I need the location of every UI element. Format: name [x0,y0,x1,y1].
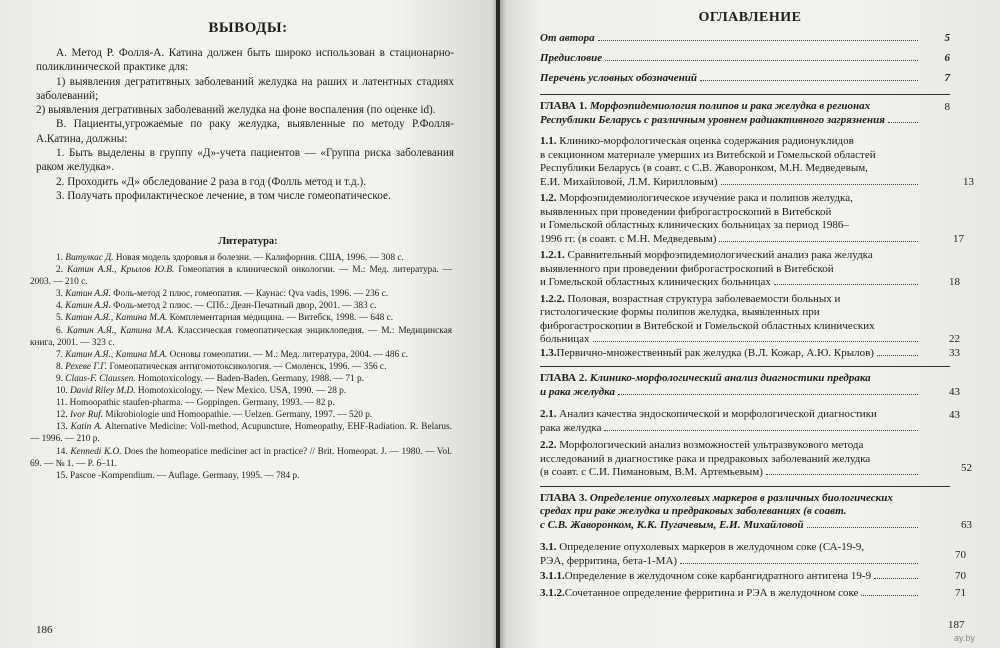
leader-dots [700,80,918,81]
page-number-right: 187 [948,619,965,631]
chapter-title: Определение опухолевых маркеров в различных биологических [587,491,893,504]
conclusion-paragraph: 2. Проходить «Д» обследование 2 раза в год (Фолль метод и т.д.). [56,175,367,188]
chapter-number: ГЛАВА 2. [540,372,588,384]
section-number: 1.1. [540,135,557,147]
section-number: 1.3. [540,346,557,359]
chapter-number: ГЛАВА 3. [540,491,588,504]
toc-page-number: 43 [949,408,960,421]
section-title: гистологические формы полипов желудка, выявленных при [540,306,820,318]
section-title: Половая, возрастная структура заболеваемости больных и [564,292,841,305]
toc-section-1-2-1[interactable] [540,249,960,290]
toc-page-number: 43 [949,385,960,398]
watermark: ay.by [954,633,975,643]
literature-number: 3. [56,289,66,300]
toc-entry-label: Перечень условных обозначений [540,72,697,84]
literature-author: Ivor Ruf. [69,410,104,421]
leader-dots [618,394,918,395]
toc-chapter-1[interactable] [540,100,950,127]
literature-author: Катин А.Я. [65,289,111,300]
section-title: Сравнительный морфоэпидемиологический анализ рака желудка [564,249,873,261]
section-title: в секционном материале умерших из Витебской и Гомельской областей [540,148,876,161]
toc-section-1-3[interactable] [540,346,960,361]
toc-page-number: 22 [949,333,960,345]
leader-dots [605,60,918,61]
section-title: фиброгастроскопии в Витебской и Гомельской областных клинических [540,319,875,332]
literature-text: Классическая гомеопатическая энциклопедия. — М.: Медицинская книга, 2001. — 323 с. [30,325,452,348]
literature-number: 12. [56,410,70,421]
literature-number: 10. [56,386,70,397]
literature-author: Катин А.Я. [65,301,111,312]
literature-number: 14. [56,446,71,457]
section-title: исследований в диагностике рака и предраковых заболеваний желудка [540,452,871,465]
literature-author: Витулкас Д. [65,253,114,263]
literature-item [30,312,452,324]
literature-item [30,421,452,445]
section-title: Клинико-морфологическая оценка содержания радионуклидов [556,135,854,147]
literature-number: 13. [56,422,71,433]
literature-author: Claus-F. Claussen. [65,373,136,384]
toc-page-number: 71 [955,586,966,599]
toc-section-1-2-2[interactable] [540,292,960,347]
section-title: Определение в желудочном соке карбангидратного антигена 19-9 [564,570,872,582]
literature-text: Homoopathic staufen-pharma. — Goppingen. Germany, 1993. — 82 p. [69,398,335,409]
literature-title: Литература: [218,236,278,247]
conclusion-paragraph: 3. Получать профилактическое лечение, в том числе гомеопатическое. [56,189,391,202]
literature-number: 5. [56,313,66,324]
conclusion-paragraph: 1. Быть выделены в группу «Д»-учета пациентов — «Группа риска заболевания раком желудка». [36,147,454,174]
leader-dots [719,241,918,242]
chapter-title: и рака желудка [540,385,615,398]
section-number: 3.1.1. [540,570,565,582]
conclusions-text [36,46,454,203]
section-title: рака желудка [540,421,602,434]
leader-dots [721,184,919,185]
leader-dots [604,430,918,431]
leader-dots [877,355,918,356]
literature-text: Homotoxicology. — Baden-Baden. Germany, 1988. — 71 p. [135,373,364,384]
literature-text: Гомеопатия в клинической онкологии. — М.: Мед. литература. — 2003. — 210 с. [30,265,452,288]
page-number-left: 186 [36,624,53,636]
section-number: 2.2. [540,439,557,451]
leader-dots [774,284,918,285]
chapter-title: с С.В. Жаворонком, К.К. Пугачевым, Е.И. Михайловой [540,518,804,531]
literature-text: Mikrobiologie und Homoopathie. — Uelzen. Germany, 1997. — 520 p. [103,410,373,421]
toc-section-3-1-1[interactable] [540,570,966,584]
section-title: (в соавт. с С.И. Пимановым, В.М. Артемьевым) [540,466,763,478]
section-title: Морфологический анализ возможностей ультразвукового метода [556,439,864,451]
section-number: 1.2. [540,192,557,204]
leader-dots [807,527,918,528]
toc-title: ОГЛАВЛЕНИЕ [698,10,802,25]
section-number: 1.2.2. [540,292,565,305]
leader-dots [593,341,919,342]
literature-number: 11. [56,398,70,409]
section-title: и Гомельской областных клинических больницах [540,276,771,288]
literature-text: Гомеопатическая антигомотоксикология. — Смоленск, 1996. — 356 с. [107,361,387,372]
toc-entry-label: Предисловие [540,52,603,64]
toc-page-number: 52 [961,462,972,474]
chapter-number: ГЛАВА 1. [540,100,588,112]
literature-item [30,252,452,264]
literature-text: Основы гомеопатии. — М.: Мед. литература, 2004. — 486 с. [167,349,408,360]
toc-page-number: 70 [955,570,966,582]
leader-dots [598,40,918,41]
literature-text: Homotoxicology. — New Mexico. USA, 1990. — 28 p. [135,386,347,397]
section-title: Анализ качества эндоскопической и морфологической диагностики [556,408,877,420]
chapter-title: Республики Беларусь с различным уровнем радиактивного загрязнения [540,113,885,126]
literature-text: Does the homeopatice mediciner act in practice? // Brit. Homeopat. J. — 1980. — Vol. 69. — № 1. — P. 6–11. [30,446,452,469]
conclusion-paragraph: 1) выявления дегратитвных заболеваний желудка на раших и латентных стадиях заболеваний; [36,75,454,102]
toc-section-1-1[interactable] [540,135,974,189]
conclusion-paragraph: В. Пациенты,угрожаемые по раку желудка, выявленные по методу Р.Фолля-А.Катина, должны: [36,118,454,145]
toc-section-3-1[interactable] [540,541,966,568]
section-title: Морфоэпидемиологическое изучение рака и полипов желудка, [556,192,853,204]
toc-page-number: 7 [944,72,950,84]
toc-section-2-2[interactable] [540,439,972,480]
section-title: Сочетанное определение ферритина и РЭА в желудочном соке [564,586,859,599]
literature-item [30,385,452,397]
section-title: выявленного при проведении фиброгастроскопий в Витебской [540,262,834,275]
toc-entry-from-author[interactable] [540,28,950,48]
toc-page-number: 33 [949,346,960,359]
toc-section-1-2[interactable] [540,192,964,246]
leader-dots [766,474,918,475]
literature-author: David Riley M.D. [69,386,136,397]
literature-number: 4. [56,301,66,312]
literature-item [30,409,452,421]
toc-entry-abbreviations[interactable] [540,68,950,88]
leader-dots [888,122,918,123]
section-title: 1996 гг. (в соавт. с М.Н. Медведевым) [540,232,717,245]
leader-dots [680,563,918,564]
leader-dots [874,578,918,579]
section-title: больницах [540,333,590,345]
literature-number: 2. [56,265,67,276]
literature-item [30,349,452,361]
section-divider [540,366,950,367]
toc-chapter-3[interactable] [540,491,972,533]
literature-author: Kennedi K.O. [70,446,122,457]
literature-item [30,325,452,349]
section-divider [540,94,950,95]
toc-entry-label: От автора [540,32,595,44]
section-number: 3.1. [540,541,557,553]
section-title: Республики Беларусь (в соавт. с С.В. Жаворонком, М.Н. Медведевым, [540,162,868,174]
section-title: РЭА, ферритина, бета-1-МА) [540,554,678,567]
literature-number: 8. [56,361,66,372]
toc-page-number: 5 [944,32,950,44]
literature-item [30,288,452,300]
literature-item [30,373,452,385]
toc-section-2-1[interactable] [540,408,960,435]
toc-page-number: 18 [949,276,960,288]
toc-chapter-2[interactable] [540,372,960,399]
literature-text: Alternative Medicine: Voll-method, Acupuncture, Homeopathy, EHF-Radiation. R. Belarus. — 1996. — 210 p. [30,422,452,445]
literature-number: 7. [56,349,66,360]
literature-item [30,397,452,409]
literature-number: 9. [56,373,66,384]
toc-page-number: 63 [961,518,972,531]
conclusion-paragraph: А. Метод Р. Фолля-А. Катина должен быть широко использован в стационарно-поликлинической практике для: [36,47,454,74]
literature-text: Фоль-метод 2 плюс. — СПб.: Деан-Печатный двор, 2001. — 383 с. [110,301,377,312]
section-title: Е.И. Михайловой, Л.М. Кирилловым) [540,175,718,188]
section-title: Первично-множественный рак желудка (В.Л. Кожар, А.Ю. Крылов) [556,346,874,359]
literature-item [30,300,452,312]
literature-item [30,264,452,288]
literature-number: 6. [56,325,67,336]
table-of-contents [540,28,974,600]
literature-author: Катин А.Я., Катина М.А. [65,313,168,324]
section-number: 3.1.2. [540,586,565,599]
literature-item [30,446,452,470]
conclusion-paragraph: 2) выявления дегративных заболеваний желудка на фоне воспаления (по оценке id). [36,104,436,117]
literature-text: Pascoe -Kompendium. — Auflage. Germany, 1995. — 784 p. [69,470,300,481]
chapter-title: Морфоэпидемиология полипов и рака желудка в регионах [587,100,871,112]
section-title: и Гомельской областных клинических больницах за период 1986– [540,219,849,231]
leader-dots [861,595,918,596]
toc-entry-preface[interactable] [540,48,950,68]
literature-text: Комплементарная медицина. — Витебск, 1998. — 648 с. [167,313,394,324]
section-title: выявленных при проведении фиброгастроскопий в Витебской [540,205,832,218]
literature-author: Катин А.Я., Крылов Ю.В. [66,265,175,276]
literature-number: 15. [56,470,70,481]
chapter-title: Клинико-морфологический анализ диагностики предрака [587,372,871,384]
conclusions-title: ВЫВОДЫ: [208,20,288,36]
toc-page-number: 13 [963,175,974,188]
toc-page-number: 70 [955,548,966,561]
section-title: Определение опухолевых маркеров в желудочном соке (СА-19-9, [556,541,865,553]
literature-item [30,470,452,482]
literature-author: Катин А.Я., Катина М.А. [65,349,168,360]
literature-text: Фоль-метод 2 плюс, гомеопатия. — Каунас: Qva vadis, 1996. — 236 с. [110,289,389,300]
literature-item [30,361,452,373]
book-gutter [492,0,506,648]
literature-author: Рехеве Г.Г. [65,361,108,372]
literature-text: Новая модель здоровья и болезни. — Калифорния. США, 1996. — 308 с. [113,253,404,263]
toc-page-number: 8 [944,100,950,113]
toc-section-3-1-2[interactable] [540,586,966,601]
toc-page-number: 17 [953,232,964,245]
literature-author: Катин А.Я., Катина М.А. [66,325,174,336]
literature-number: 1. [56,253,66,263]
section-number: 1.2.1. [540,249,565,261]
toc-page-number: 6 [944,52,950,64]
literature-list [30,252,452,482]
section-number: 2.1. [540,408,557,420]
chapter-title: средах при раке желудка и предраковых заболеваниях (в соавт. [540,505,847,517]
literature-author: Katin A. [70,422,103,433]
section-divider [540,486,950,487]
